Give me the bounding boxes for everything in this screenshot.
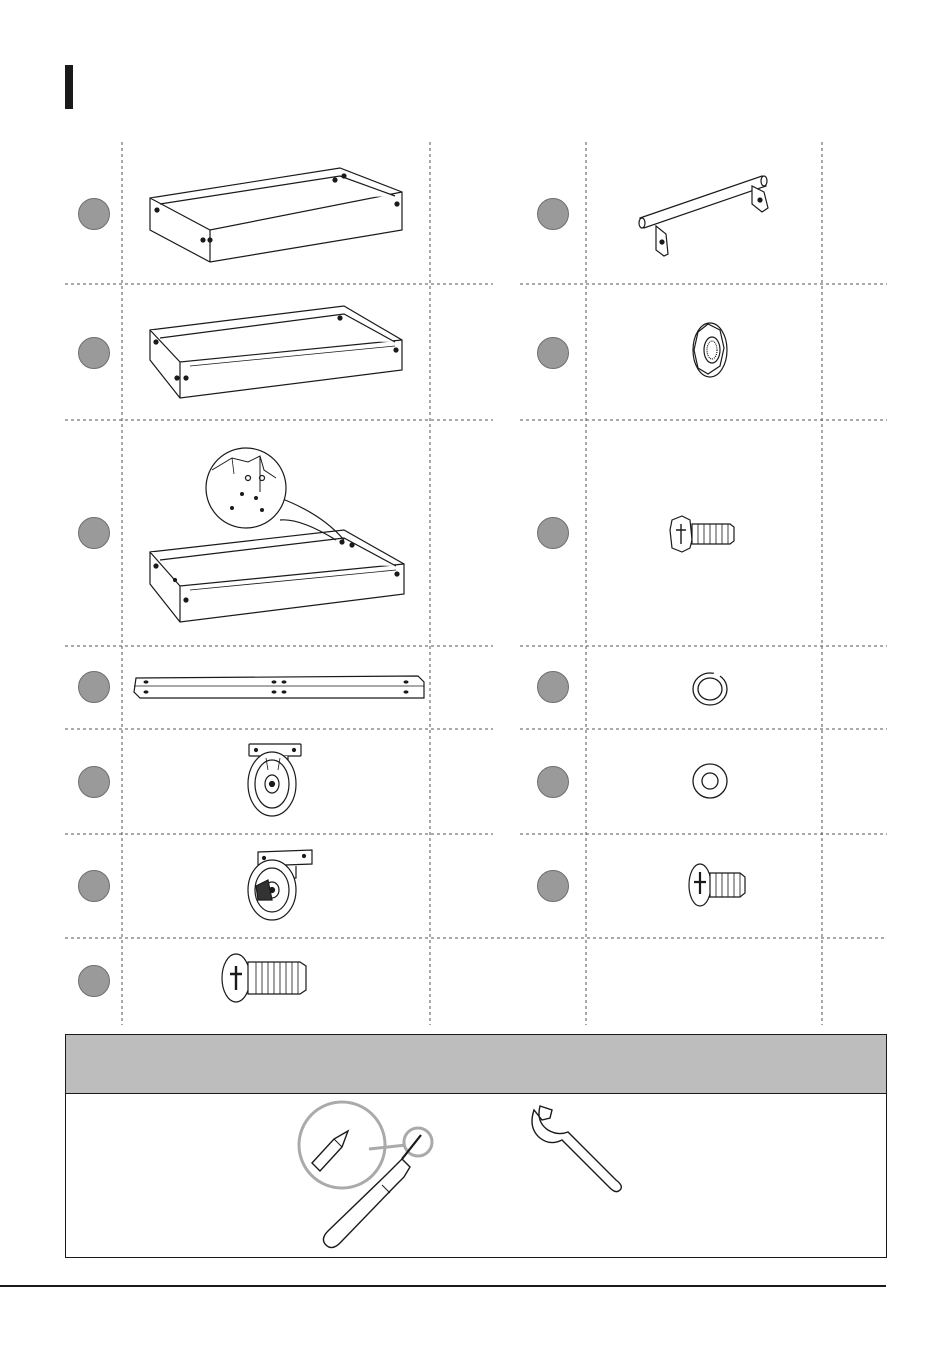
tools-illustrations bbox=[66, 1035, 888, 1259]
item-badge bbox=[78, 337, 110, 369]
caster-icon bbox=[248, 744, 301, 816]
item-badge bbox=[78, 965, 110, 997]
spring-washer-icon bbox=[693, 673, 727, 705]
tray-detail-icon bbox=[150, 448, 404, 622]
tools-section bbox=[65, 1034, 887, 1258]
screwdriver-icon bbox=[299, 1102, 432, 1248]
footer-rule bbox=[0, 1285, 886, 1287]
tray-icon bbox=[150, 306, 402, 398]
bolt-icon bbox=[670, 516, 734, 552]
item-badge bbox=[537, 870, 569, 902]
washer-icon bbox=[693, 764, 727, 798]
item-badge bbox=[78, 870, 110, 902]
item-badge bbox=[78, 766, 110, 798]
item-badge bbox=[78, 517, 110, 549]
nut-icon bbox=[693, 323, 727, 377]
item-badge bbox=[537, 766, 569, 798]
wrench-icon bbox=[532, 1106, 621, 1192]
item-badge bbox=[78, 671, 110, 703]
screw-icon bbox=[222, 954, 306, 1002]
screw-icon bbox=[689, 864, 745, 906]
item-badge bbox=[537, 671, 569, 703]
item-badge bbox=[537, 337, 569, 369]
item-badge bbox=[537, 198, 569, 230]
caster-brake-icon bbox=[248, 850, 312, 920]
item-badge bbox=[78, 198, 110, 230]
bar-icon bbox=[134, 676, 424, 698]
handle-icon bbox=[639, 176, 768, 256]
tray-icon bbox=[150, 168, 402, 262]
item-badge bbox=[537, 517, 569, 549]
